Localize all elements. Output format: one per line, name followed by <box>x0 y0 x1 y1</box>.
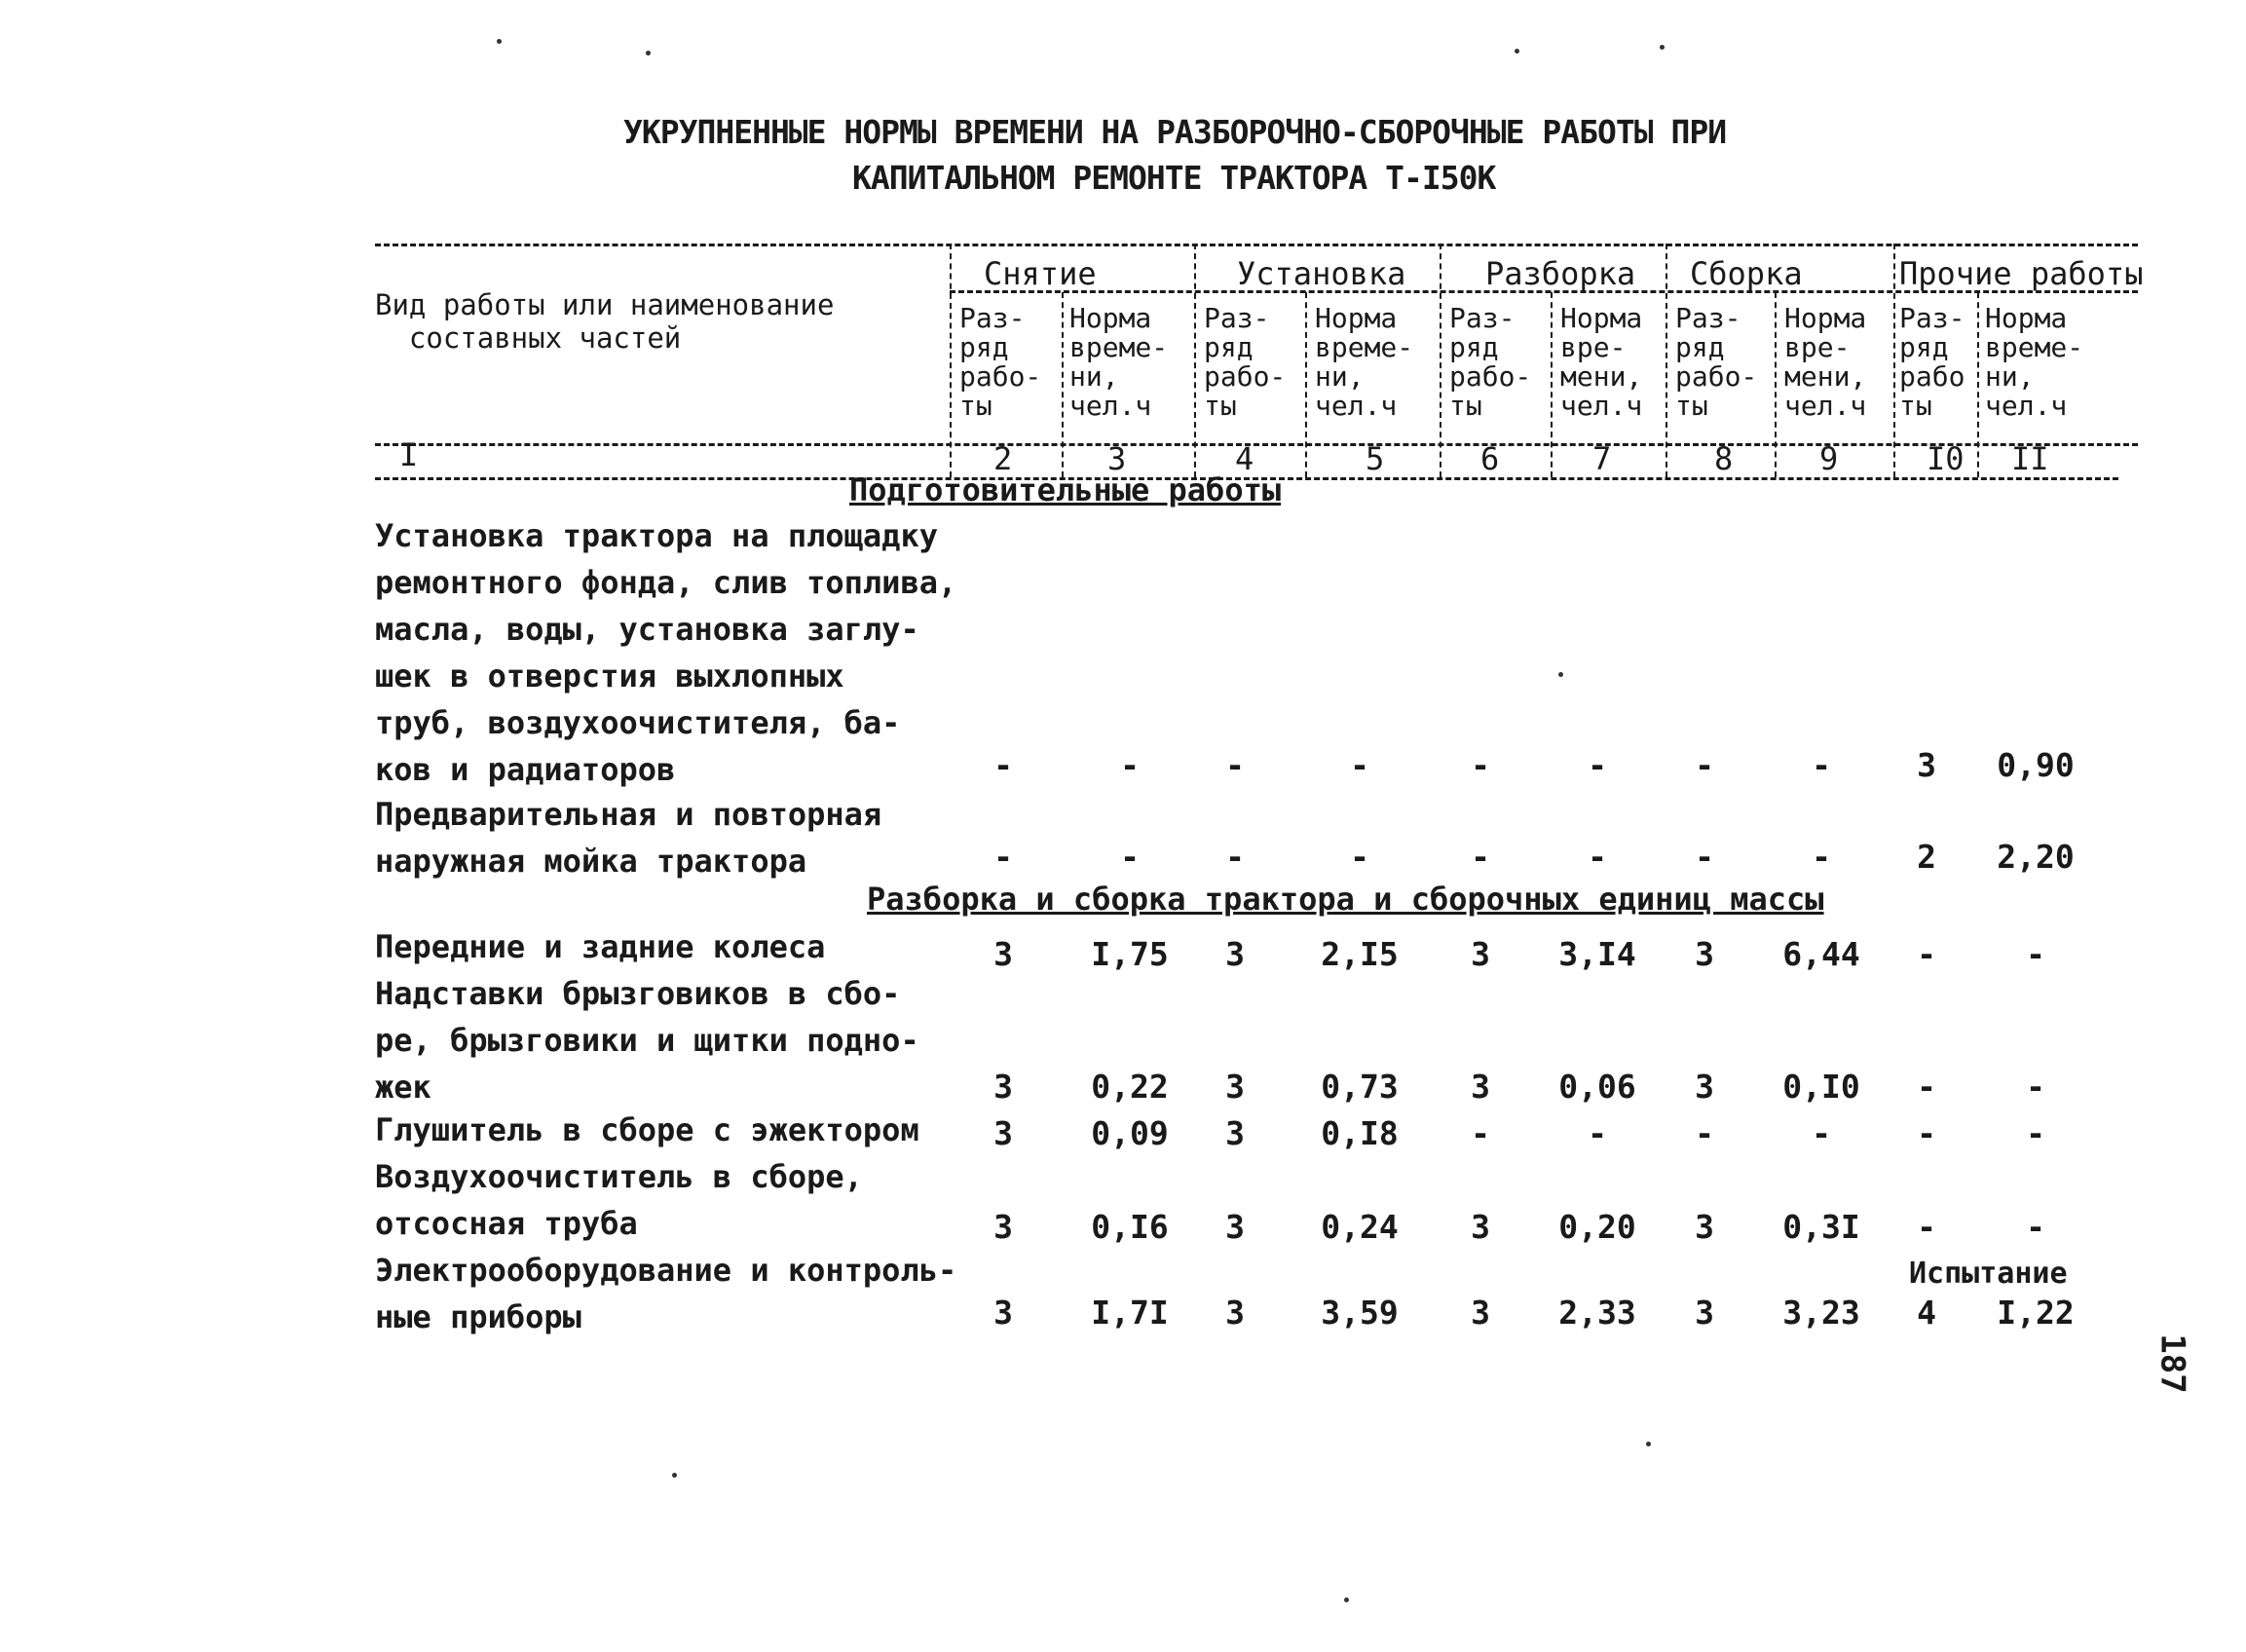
table-cell: 0,3I <box>1782 1208 1860 1246</box>
table-cell: - <box>1588 1114 1607 1152</box>
table-cell: - <box>2026 1114 2045 1152</box>
table-cell: 3,23 <box>1782 1294 1860 1332</box>
table-cell: 0,I8 <box>1321 1114 1399 1152</box>
table-cell: - <box>993 838 1013 876</box>
note-test: Испытание <box>1909 1257 2068 1291</box>
table-row-name: Передние и задние колеса <box>375 928 826 965</box>
sub-rank: Раз- ряд рабо- ты <box>1449 302 1532 422</box>
scan-speck <box>646 51 651 56</box>
table-cell: - <box>1812 838 1831 876</box>
sub-rank: Раз- ряд рабо- ты <box>959 302 1042 422</box>
table-cell: 3 <box>1225 1208 1245 1246</box>
col-number: 5 <box>1366 440 1385 477</box>
table-cell: - <box>1350 838 1369 876</box>
table-cell: 0,20 <box>1558 1208 1636 1246</box>
table-cell: 0,22 <box>1091 1068 1169 1106</box>
table-cell: - <box>1120 838 1140 876</box>
col-number: 6 <box>1480 440 1500 477</box>
col-sep <box>1062 292 1064 477</box>
table-row-name: Установка трактора на площадку ремонтного фонда, слив топлива, масла, воды, установка заглу- шек в отверстия выхлопных труб, воздухоочистителя, ба- ков и радиаторов <box>375 517 957 788</box>
table-row-name: Глушитель в сборе с эжектором <box>375 1111 919 1148</box>
table-cell: - <box>1588 746 1607 784</box>
header-first-col: Вид работы или наименование составных частей <box>375 288 835 355</box>
table-cell: 2,33 <box>1558 1294 1636 1332</box>
table-cell: 2,I5 <box>1321 935 1399 973</box>
table-cell: - <box>1917 1114 1936 1152</box>
table-cell: 3 <box>1695 1068 1714 1106</box>
table-cell: I,75 <box>1091 935 1169 973</box>
table-cell: - <box>1471 838 1490 876</box>
table-cell: - <box>1120 746 1140 784</box>
col-number: 4 <box>1235 440 1254 477</box>
col-sep <box>1305 292 1307 477</box>
document-title-line1: УКРУПНЕННЫЕ НОРМЫ ВРЕМЕНИ НА РАЗБОРОЧНО-СБОРОЧНЫЕ РАБОТЫ ПРИ <box>623 113 1727 151</box>
table-cell: 3 <box>993 1294 1013 1332</box>
table-cell: 4 <box>1917 1294 1936 1332</box>
table-cell: 3 <box>1471 1068 1490 1106</box>
group-other: Прочие работы <box>1899 255 2144 292</box>
table-row-name: Надставки брызговиков в сбо- ре, брызговики и щитки подно- жек <box>375 975 919 1106</box>
col-number: 2 <box>993 440 1013 477</box>
table-cell: - <box>1695 838 1714 876</box>
table-cell: 0,I6 <box>1091 1208 1169 1246</box>
group-removal: Снятие <box>984 255 1097 292</box>
table-cell: - <box>2026 1068 2045 1106</box>
table-cell: - <box>1917 1068 1936 1106</box>
sub-rank: Раз- ряд рабо ты <box>1899 302 1965 422</box>
scan-speck <box>497 39 502 44</box>
table-cell: 2,20 <box>1997 838 2075 876</box>
table-cell: 3 <box>1225 935 1245 973</box>
sub-norm: Норма вре- мени, чел.ч <box>1784 302 1867 422</box>
col-sep <box>1666 244 1667 477</box>
col-number: II <box>2011 440 2049 477</box>
table-cell: 3 <box>993 935 1013 973</box>
sub-norm: Норма вре- мени, чел.ч <box>1560 302 1643 422</box>
col-sep <box>1775 292 1777 477</box>
section-disassembly: Разборка и сборка трактора и сборочных единиц массы <box>867 881 1824 918</box>
table-row-name: Предварительная и повторная наружная мойка трактора <box>375 796 882 880</box>
col-sep <box>1440 244 1441 477</box>
col-number: 9 <box>1819 440 1839 477</box>
section-prep: Подготовительные работы <box>849 471 1282 508</box>
group-installation: Установка <box>1237 255 1406 292</box>
table-cell: 3 <box>1471 1208 1490 1246</box>
scan-speck <box>1515 49 1519 54</box>
document-title-line2: КАПИТАЛЬНОМ РЕМОНТЕ ТРАКТОРА Т-I50К <box>852 159 1496 197</box>
page-number: 187 <box>2152 1333 2192 1394</box>
table-cell: 3 <box>993 1208 1013 1246</box>
sub-norm: Норма време- ни, чел.ч <box>1069 302 1169 422</box>
table-cell: 0,06 <box>1558 1068 1636 1106</box>
col-sep <box>1977 292 1979 477</box>
table-cell: - <box>1471 746 1490 784</box>
header-bottom-rule <box>375 443 2138 446</box>
table-cell: 3 <box>1695 1294 1714 1332</box>
table-cell: I,22 <box>1997 1294 2075 1332</box>
col-number: I0 <box>1927 440 1965 477</box>
sub-norm: Норма време- ни, чел.ч <box>1315 302 1414 422</box>
table-cell: - <box>1917 1208 1936 1246</box>
table-cell: - <box>993 746 1013 784</box>
table-cell: 3 <box>1225 1114 1245 1152</box>
table-cell: 3 <box>1471 935 1490 973</box>
table-row-name: Электрооборудование и контроль- ные приборы <box>375 1252 957 1335</box>
table-cell: - <box>1225 838 1245 876</box>
table-cell: 3 <box>993 1114 1013 1152</box>
table-cell: 3 <box>1225 1294 1245 1332</box>
table-cell: 3,59 <box>1321 1294 1399 1332</box>
scan-speck <box>1558 672 1563 677</box>
table-cell: 6,44 <box>1782 935 1860 973</box>
col-sep <box>950 244 952 477</box>
table-cell: 3 <box>1695 935 1714 973</box>
sub-rank: Раз- ряд рабо- ты <box>1204 302 1287 422</box>
table-cell: - <box>2026 1208 2045 1246</box>
table-cell: - <box>1812 1114 1831 1152</box>
scan-speck <box>672 1473 677 1478</box>
table-cell: - <box>1917 935 1936 973</box>
table-cell: 3,I4 <box>1558 935 1636 973</box>
table-cell: - <box>1812 746 1831 784</box>
table-cell: 3 <box>1917 746 1936 784</box>
table-cell: - <box>1225 746 1245 784</box>
col-number: 8 <box>1714 440 1734 477</box>
group-assembly: Сборка <box>1690 255 1803 292</box>
table-cell: 0,I0 <box>1782 1068 1860 1106</box>
table-cell: - <box>1695 746 1714 784</box>
col-sep <box>1194 244 1196 477</box>
col-number: 7 <box>1592 440 1612 477</box>
col-sep <box>1551 292 1553 477</box>
sub-rank: Раз- ряд рабо- ты <box>1675 302 1758 422</box>
table-cell: 3 <box>1695 1208 1714 1246</box>
table-cell: 3 <box>1225 1068 1245 1106</box>
scan-speck <box>1646 1442 1651 1446</box>
table-cell: - <box>1695 1114 1714 1152</box>
table-cell: 0,90 <box>1997 746 2075 784</box>
table-cell: 3 <box>993 1068 1013 1106</box>
table-cell: 0,09 <box>1091 1114 1169 1152</box>
table-top-rule <box>375 244 2138 246</box>
table-cell: 3 <box>1471 1294 1490 1332</box>
scan-speck <box>1660 45 1665 50</box>
table-cell: 0,73 <box>1321 1068 1399 1106</box>
col-number: I <box>399 436 419 473</box>
col-number: 3 <box>1107 440 1127 477</box>
sub-norm: Норма време- ни, чел.ч <box>1985 302 2084 422</box>
scan-speck <box>1344 1597 1349 1602</box>
table-cell: 2 <box>1917 838 1936 876</box>
table-cell: - <box>1588 838 1607 876</box>
table-cell: I,7I <box>1091 1294 1169 1332</box>
group-disassembly: Разборка <box>1485 255 1636 292</box>
table-row-name: Воздухоочиститель в сборе, отсосная труба <box>375 1158 863 1242</box>
table-cell: 0,24 <box>1321 1208 1399 1246</box>
table-cell: - <box>1350 746 1369 784</box>
col-sep <box>1893 244 1895 477</box>
table-cell: - <box>2026 935 2045 973</box>
table-cell: - <box>1471 1114 1490 1152</box>
